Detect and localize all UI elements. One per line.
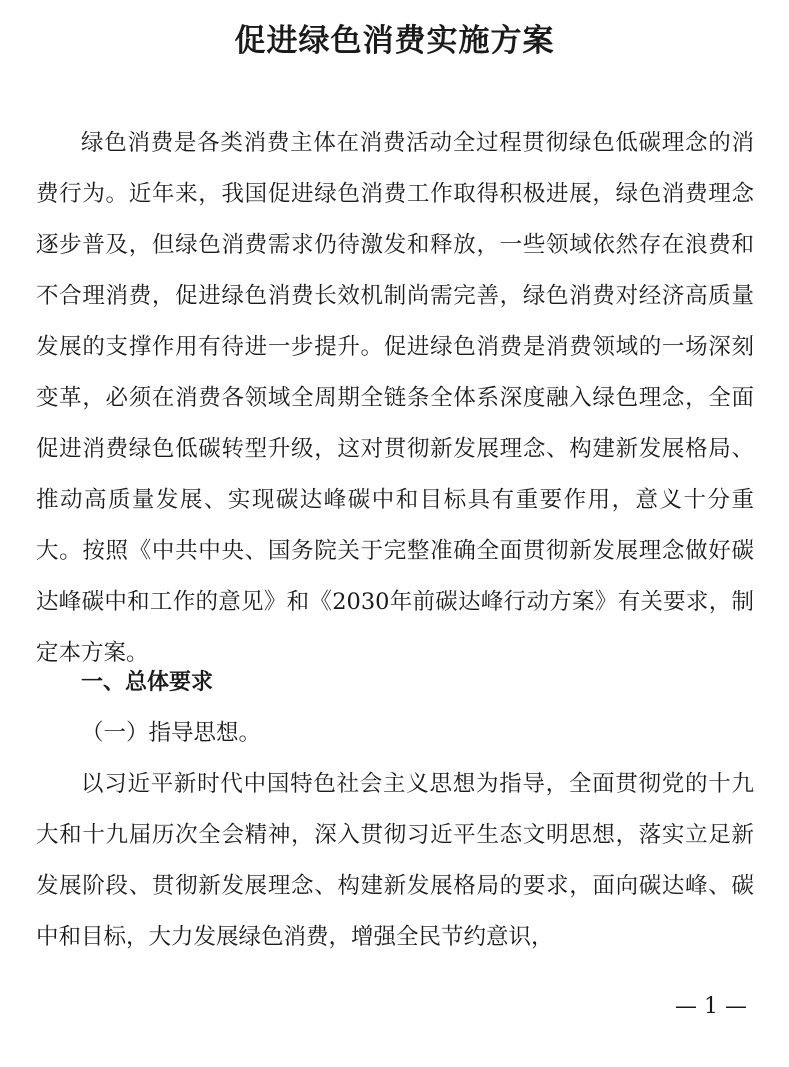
intro-paragraph: 绿色消费是各类消费主体在消费活动全过程贯彻绿色低碳理念的消费行为。近年来，我国促进绿色消费工作取得积极进展，绿色消费理念逐步普及，但绿色消费需求仍待激发和释放，一些领域依然存在浪费和不合理消费，促进绿色消费长效机制尚需完善，绿色消费对经济高质量发展的支撑作用有待进一步提升。促进绿色消费是消费领域的一场深刻变革，必须在消费各领域全周期全链条全体系深度融入绿色理念，全面促进消费绿色低碳转型升级，这对贯彻新发展理念、构建新发展格局、推动高质量发展、实现碳达峰碳中和目标具有重要作用，意义十分重大。按照《中共中央、国务院关于完整准确全面贯彻新发展理念做好碳达峰碳中和工作的意见》和《2030年前碳达峰行动方案》有关要求，制定本方案。	[36, 130, 754, 666]
guiding-paragraph: 以习近平新时代中国特色社会主义思想为指导，全面贯彻党的十九大和十九届历次全会精神，深入贯彻习近平生态文明思想，落实立足新发展阶段、贯彻新发展理念、构建新发展格局的要求，面向碳达峰、碳中和目标，大力发展绿色消费，增强全民节约意识，	[36, 771, 754, 950]
document-title: 促进绿色消费实施方案	[234, 23, 555, 59]
page-number: — 1 —	[675, 994, 747, 1019]
section-heading: 一、总体要求	[81, 670, 214, 695]
subsection-heading: （一）指导思想。	[81, 720, 262, 746]
